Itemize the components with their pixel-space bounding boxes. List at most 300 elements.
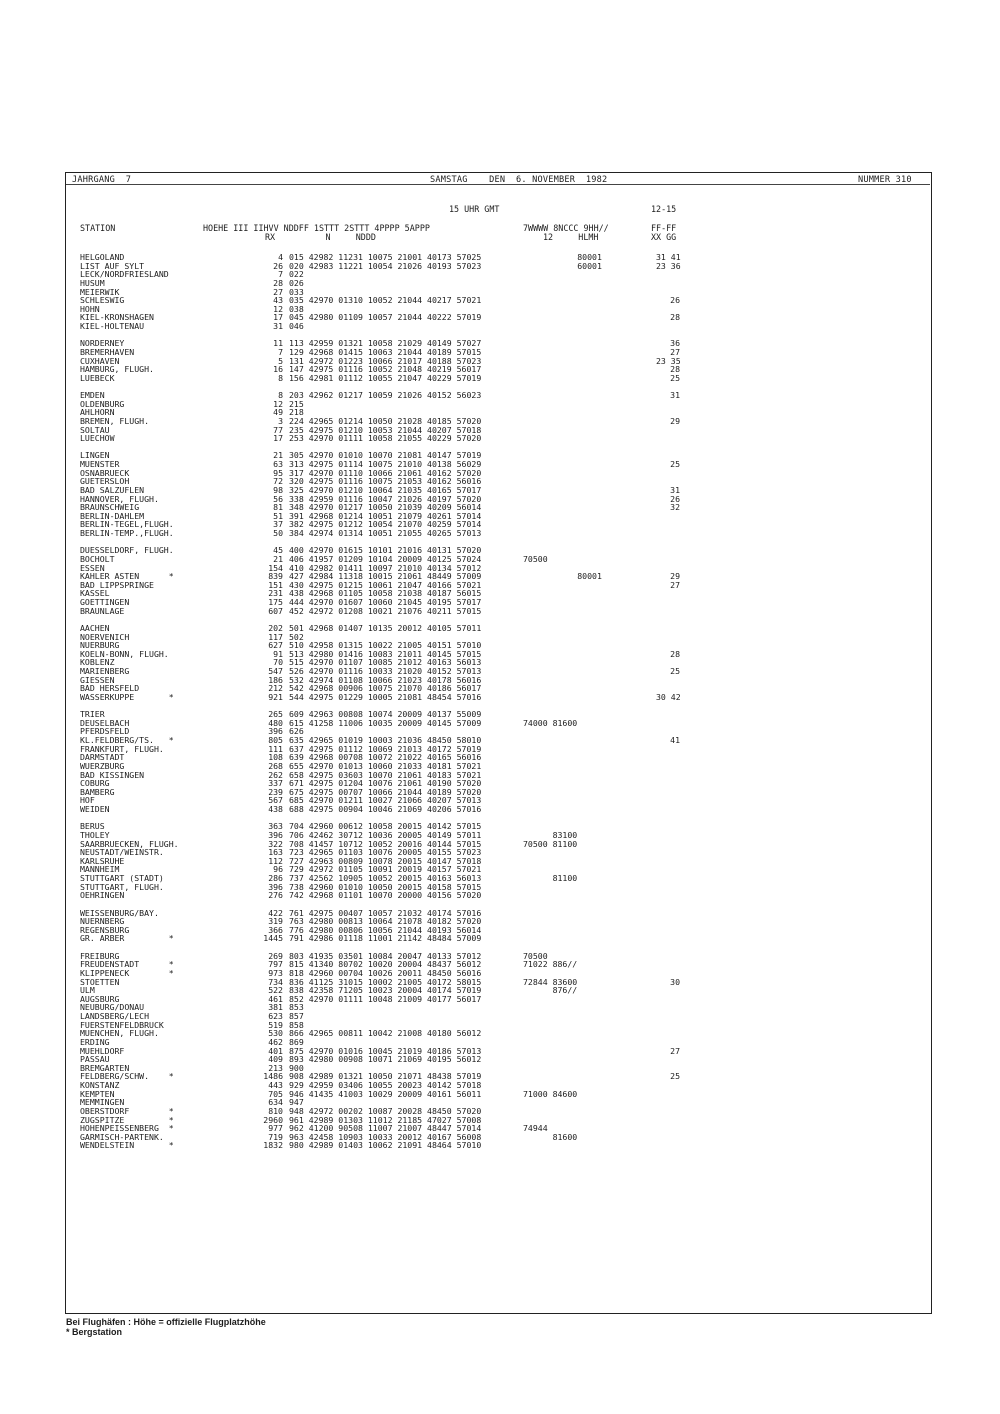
station-height: 363 [268,821,283,832]
station-table [80,253,930,1150]
station-height: 70 [273,657,283,668]
synop-groups: 671 42975 01204 10076 21061 40190 57020 [289,778,482,789]
station-height: 607 [268,605,283,616]
synop-groups: 929 42959 03406 10055 20023 40142 57018 [289,1080,482,1090]
synop-groups: 026 [289,277,304,288]
station-name: ESSEN [80,562,105,573]
extra-header-2: 12 HLMH [543,232,599,242]
station-name: MANNHEIM [80,864,120,875]
table-row [80,477,930,486]
table-row [80,1133,930,1142]
station-height: 51 [273,510,283,521]
gust-values: 36 [670,338,680,349]
synop-groups: 253 42970 01111 10058 21055 40229 57020 [289,433,482,444]
gust-values: 25 [670,459,680,469]
synop-groups: 400 42970 01615 10101 21016 40131 57020 [289,545,482,556]
table-row [80,969,930,978]
table-row [80,1090,930,1099]
synop-groups: 947 [289,1097,304,1108]
synop-groups: 338 42959 01116 10047 21026 40197 57020 [289,493,482,504]
station-header: STATION [80,223,116,233]
station-height: 443 [268,1080,283,1090]
station-name: FREUDENSTADT * [80,959,174,970]
station-name: BERLIN-TEMP.,FLUGH. [80,528,174,538]
station-height: 4 [278,252,283,262]
synop-groups: 704 42960 00612 10058 20015 40142 57015 [289,821,482,832]
station-height: 108 [268,752,283,763]
synop-groups: 609 42963 00808 10074 20009 40137 55009 [289,709,482,720]
station-name: FRANKFURT, FLUGH. [80,743,164,754]
station-height: 111 [268,743,283,754]
table-row [80,874,930,883]
table-row [80,451,930,460]
station-height: 96 [273,864,283,875]
station-height: 401 [268,1045,283,1056]
synop-groups: 224 42965 01214 10050 21028 40185 57020 [289,415,482,426]
station-height: 839 [268,571,283,582]
table-row [80,305,930,314]
table-row [80,857,930,866]
table-row [80,900,930,909]
station-height: 810 [268,1105,283,1116]
station-name: NORDERNEY [80,338,125,349]
station-height: 16 [273,364,283,375]
station-name: BERUS [80,821,105,832]
synop-groups: 020 42983 11221 10054 21026 40193 57023 [289,260,482,271]
station-name: OSNABRUECK [80,467,130,478]
table-row [80,952,930,961]
gust-values: 27 [670,579,680,590]
station-height: 186 [268,674,283,685]
synop-groups: 776 42980 00806 10056 21044 40193 56014 [289,924,482,935]
station-name: EMDEN [80,390,105,400]
station-name: OLDENBURG [80,398,125,409]
synop-groups: 406 41957 01209 10104 20009 40125 57024 [289,553,482,564]
station-name: HOHENPEISSENBERG * [80,1123,174,1134]
station-name: HOF [80,795,95,806]
gust-values: 30 42 [656,691,681,702]
synop-groups: 313 42975 01114 10075 21010 40138 56029 [289,459,482,469]
synop-groups: 708 41457 10712 10052 20016 40144 57015 [289,838,482,849]
synop-groups: 129 42968 01415 10063 21044 40189 57015 [289,346,482,357]
station-name: ZUGSPITZE * [80,1114,174,1125]
synop-groups: 763 42980 00813 10064 21078 40182 57020 [289,916,482,927]
station-height: 381 [268,1002,283,1013]
station-height: 28 [273,277,283,288]
synop-groups: 688 42975 00904 10046 21069 40206 57016 [289,804,482,814]
station-name: KL.FELDBERG/TS. * [80,735,174,745]
code-header-1: HOEHE III IIHVV NDDFF 1STTT 2STTT 4PPPP 5APPP [203,223,430,233]
synop-groups: 526 42970 01116 10033 21020 40152 57013 [289,666,482,676]
station-name: GUETERSLOH [80,476,130,487]
synop-groups: 685 42970 01211 10027 21066 40207 57013 [289,795,482,806]
station-name: DUESSELDORF, FLUGH. [80,545,174,556]
table-row [80,658,930,667]
table-row [80,693,930,702]
table-row [80,943,930,952]
synop-groups: 438 42968 01105 10058 21038 40187 56015 [289,588,482,599]
table-row [80,564,930,573]
synop-groups: 869 [289,1036,304,1047]
table-row [80,382,930,391]
station-name: PASSAU [80,1054,110,1065]
table-row [80,538,930,547]
table-row [80,978,930,987]
extra-groups: 70500 [523,950,548,961]
table-row [80,745,930,754]
station-name: KARLSRUHE [80,855,125,866]
table-row [80,365,930,374]
synop-groups: 615 41258 11006 10035 20009 40145 57009 [289,717,482,728]
table-row [80,814,930,823]
synop-groups: 866 42965 00811 10042 21008 40180 56012 [289,1028,482,1039]
extra-groups: 70500 81100 [523,838,578,849]
station-name: ULM [80,985,95,996]
table-row [80,279,930,288]
synop-groups: 729 42972 01105 10091 20019 40157 57021 [289,864,482,875]
extra-groups: 70500 [523,553,548,564]
table-row [80,503,930,512]
extra-groups: 74000 81600 [523,717,578,728]
station-height: 322 [268,838,283,849]
station-height: 27 [273,286,283,297]
station-name: OBERSTDORF * [80,1105,174,1116]
ff-header-2: XX GG [651,232,677,242]
table-row [80,374,930,383]
extra-groups: 80001 [523,252,602,262]
synop-groups: 858 [289,1019,304,1030]
table-row [80,891,930,900]
station-height: 7 [278,346,283,357]
synop-groups: 147 42975 01116 10052 21048 40219 56017 [289,364,482,375]
footnote-mountain: * Bergstation [66,1327,123,1337]
synop-groups: 410 42982 01411 10097 21010 40134 57012 [289,562,482,573]
station-height: 37 [273,519,283,530]
station-height: 567 [268,795,283,806]
station-name: LUECHOW [80,433,115,444]
station-name: FREIBURG [80,950,120,961]
synop-groups: 961 42989 01303 11012 21185 47027 57008 [289,1114,482,1125]
station-name: MARIENBERG [80,666,130,676]
station-name: STUTTGART (STADT) [80,873,164,883]
station-height: 547 [268,666,283,676]
station-name: MEMMINGEN [80,1097,125,1108]
synop-groups: 203 42962 01217 10059 21026 40152 56023 [289,390,482,400]
gust-values: 31 [670,390,680,400]
station-name: PFERDSFELD [80,726,130,737]
table-row [80,469,930,478]
station-name: MUEHLDORF [80,1045,125,1056]
table-row [80,1116,930,1125]
table-row [80,348,930,357]
header-rule [66,184,930,185]
station-name: KEMPTEN [80,1088,115,1099]
station-name: WUERZBURG [80,760,125,771]
station-height: 175 [268,597,283,607]
footnote [66,1317,266,1337]
station-height: 396 [268,829,283,840]
table-row [80,443,930,452]
synop-groups: 893 42980 00908 10071 21069 40195 56012 [289,1054,482,1065]
station-name: HELGOLAND [80,252,125,262]
station-height: 623 [268,1011,283,1021]
station-height: 1486 [263,1071,283,1082]
table-row [80,779,930,788]
table-row [80,1003,930,1012]
table-row [80,710,930,719]
issue-number: NUMMER 310 [858,175,912,185]
synop-groups: 325 42970 01210 10064 21035 40165 57017 [289,484,482,495]
station-height: 337 [268,778,283,789]
synop-groups: 980 42989 01403 10062 21091 48464 57010 [289,1140,482,1151]
station-height: 8 [278,372,283,383]
gust-values: 31 [670,484,680,495]
synop-groups: 348 42970 01217 10050 21039 40209 56014 [289,502,482,513]
table-row [80,960,930,969]
table-row [80,589,930,598]
synop-groups: 803 41935 03501 10084 20047 40133 57012 [289,950,482,961]
table-row [80,1098,930,1107]
station-name: HANNOVER, FLUGH. [80,493,159,504]
table-row [80,253,930,262]
station-name: BREMERHAVEN [80,346,135,357]
table-row [80,805,930,814]
station-height: 396 [268,726,283,737]
station-height: 117 [268,631,283,642]
station-name: BRAUNLAGE [80,605,125,616]
table-row [80,702,930,711]
station-height: 31 [273,321,283,331]
station-height: 797 [268,959,283,970]
table-row [80,520,930,529]
table-row [80,926,930,935]
station-height: 17 [273,433,283,444]
table-row [80,1081,930,1090]
station-height: 268 [268,760,283,771]
synop-groups: 033 [289,286,304,297]
station-name: KOBLENZ [80,657,115,668]
station-name: SAARBRUECKEN, FLUGH. [80,838,179,849]
gust-values: 27 [670,1045,680,1056]
station-name: HUSUM [80,277,105,288]
station-name: KOELN-BONN, FLUGH. [80,648,169,659]
synop-groups: 962 41200 90508 11007 21007 48447 57014 [289,1123,482,1134]
station-name: LANDSBERG/LECH [80,1011,150,1021]
table-row [80,650,930,659]
table-row [80,270,930,279]
table-row [80,624,930,633]
station-height: 72 [273,476,283,487]
station-name: BAMBERG [80,786,115,797]
station-name: WASSERKUPPE * [80,691,174,702]
synop-groups: 235 42975 01210 10053 21044 40207 57018 [289,424,482,435]
synop-groups: 742 42968 01101 10070 20000 40156 57020 [289,890,482,901]
gust-values: 23 35 [656,355,681,366]
station-height: 8 [278,390,283,400]
station-name: BAD KISSINGEN [80,769,145,780]
station-height: 627 [268,640,283,651]
station-height: 5 [278,355,283,366]
station-height: 95 [273,467,283,478]
station-name: BREMGARTEN [80,1062,130,1073]
table-row [80,339,930,348]
station-height: 734 [268,976,283,987]
extra-header-1: 7WWWW 8NCCC 9HH// [523,223,609,233]
table-row [80,615,930,624]
table-row [80,934,930,943]
gust-values: 26 [670,493,680,504]
station-name: BRAUNSCHWEIG [80,502,140,513]
table-row [80,391,930,400]
station-height: 202 [268,622,283,633]
station-height: 461 [268,993,283,1004]
footnote-airports: Bei Flughäfen : Höhe = offizielle Flugplatzhöhe [66,1317,266,1327]
station-height: 2960 [263,1114,283,1125]
station-name: NEUSTADT/WEINSTR. [80,847,164,858]
synop-groups: 501 42968 01407 10135 20012 40105 57011 [289,622,482,633]
synop-groups: 815 41340 80702 10020 20004 48437 56012 [289,959,482,970]
table-row [80,865,930,874]
table-row [80,762,930,771]
gust-values: 28 [670,312,680,323]
station-height: 366 [268,924,283,935]
synop-groups: 305 42970 01010 10070 21081 40147 57019 [289,450,482,461]
table-row [80,633,930,642]
station-name: KAHLER ASTEN * [80,571,174,582]
synop-groups: 655 42970 01013 10060 21033 40181 57021 [289,760,482,771]
gust-values: 25 [670,666,680,676]
synop-groups: 430 42975 01215 10061 21047 40166 57021 [289,579,482,590]
table-row [80,288,930,297]
synop-groups: 131 42972 01223 10066 21017 40188 57023 [289,355,482,366]
station-height: 21 [273,553,283,564]
station-height: 50 [273,528,283,538]
station-height: 45 [273,545,283,556]
synop-groups: 626 [289,726,304,737]
table-row [80,986,930,995]
station-name: LIST AUF SYLT [80,260,145,271]
table-row [80,581,930,590]
station-height: 1832 [263,1140,283,1151]
extra-groups: 71022 886// [523,959,578,970]
gust-values: 25 [670,372,680,383]
station-name: BAD LIPPSPRINGE [80,579,154,590]
station-name: COBURG [80,778,110,789]
synop-groups: 857 [289,1011,304,1021]
extra-groups: 72844 83600 [523,976,578,987]
station-height: 49 [273,407,283,418]
table-row [80,417,930,426]
table-row [80,1072,930,1081]
synop-groups: 022 [289,269,304,280]
station-height: 262 [268,769,283,780]
jahrgang-label: JAHRGANG 7 [72,175,132,185]
station-height: 12 [273,303,283,314]
station-height: 154 [268,562,283,573]
station-name: MUENCHEN, FLUGH. [80,1028,159,1039]
table-row [80,529,930,538]
table-row [80,771,930,780]
station-height: 7 [278,269,283,280]
table-row [80,1141,930,1150]
station-height: 422 [268,907,283,918]
table-row [80,684,930,693]
table-row [80,598,930,607]
synop-groups: 908 42989 01321 10050 21071 48438 57019 [289,1071,482,1082]
station-height: 1445 [263,933,283,944]
synop-groups: 320 42975 01116 10075 21053 40162 56016 [289,476,482,487]
synop-groups: 637 42975 01112 10069 21013 40172 57019 [289,743,482,754]
station-height: 438 [268,804,283,814]
station-name: BERLIN-DAHLEM [80,510,145,521]
table-row [80,313,930,322]
synop-groups: 706 42462 30712 10036 20005 40149 57011 [289,829,482,840]
synop-groups: 215 [289,398,304,409]
gust-values: 25 [670,1071,680,1082]
synop-groups: 544 42975 01229 10005 21081 48454 57016 [289,691,482,702]
station-height: 151 [268,579,283,590]
station-name: DEUSELBACH [80,717,130,728]
synop-groups: 218 [289,407,304,418]
station-height: 43 [273,295,283,306]
station-name: REGENSBURG [80,924,130,935]
station-height: 805 [268,735,283,745]
extra-groups: 83100 [523,829,578,840]
synop-groups: 510 42958 01315 10022 21005 40151 57010 [289,640,482,651]
extra-groups: 74944 [523,1123,548,1134]
station-name: LUEBECK [80,372,115,383]
synop-groups: 452 42972 01208 10021 21076 40211 57015 [289,605,482,616]
table-row [80,840,930,849]
table-row [80,460,930,469]
station-name: AUGSBURG [80,993,120,1004]
station-name: SCHLESWIG [80,295,125,306]
station-height: 530 [268,1028,283,1039]
station-name: ERDING [80,1036,110,1047]
station-height: 265 [268,709,283,720]
synop-groups: 963 42458 10903 10033 20012 40167 56008 [289,1131,482,1142]
table-row [80,1038,930,1047]
synop-groups: 427 42984 11318 10015 21061 48449 57009 [289,571,482,582]
extra-groups: 60001 [523,260,602,271]
gust-values: 27 [670,346,680,357]
station-name: GOETTINGEN [80,597,130,607]
synop-groups: 635 42965 01019 10003 21036 48450 58010 [289,735,482,745]
station-name: BREMEN, FLUGH. [80,415,150,426]
table-row [80,555,930,564]
table-row [80,426,930,435]
table-row [80,848,930,857]
table-row [80,909,930,918]
synop-groups: 113 42959 01321 10058 21029 40149 57027 [289,338,482,349]
extra-groups: 876// [523,985,578,996]
synop-groups: 502 [289,631,304,642]
station-name: STOETTEN [80,976,120,987]
synop-groups: 542 42968 00906 10075 21070 40186 56017 [289,683,482,694]
station-name: DARMSTADT [80,752,125,763]
extra-groups: 81100 [523,873,578,883]
station-name: HAMBURG, FLUGH. [80,364,154,375]
station-height: 276 [268,890,283,901]
station-name: AACHEN [80,622,110,633]
table-row [80,883,930,892]
station-height: 409 [268,1054,283,1065]
gust-values: 30 [670,976,680,987]
station-height: 522 [268,985,283,996]
station-name: BAD SALZUFLEN [80,484,145,495]
station-height: 3 [278,415,283,426]
table-row [80,667,930,676]
